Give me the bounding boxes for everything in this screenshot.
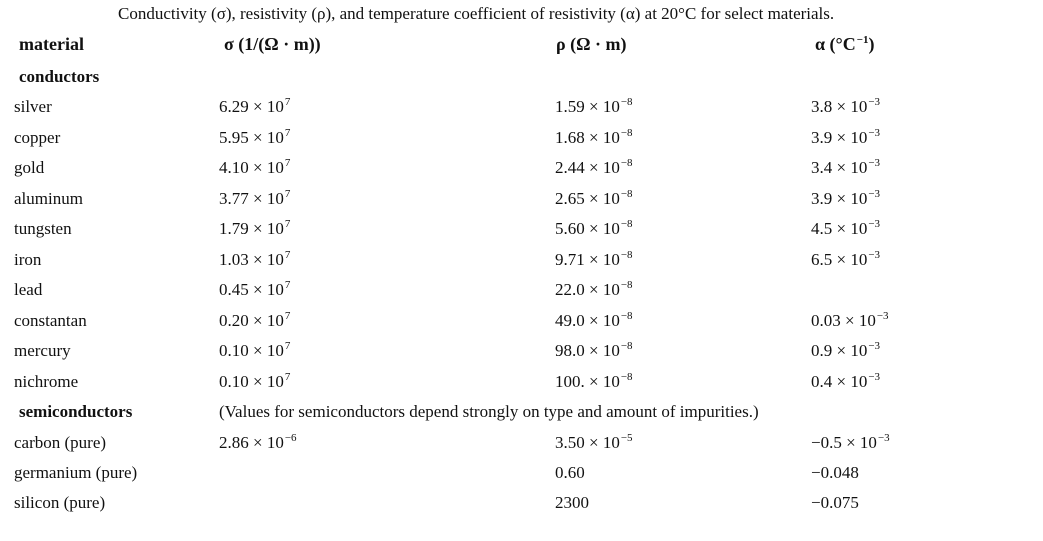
resistivity-cell-exponent: −8: [620, 157, 633, 169]
temperature-coefficient-cell-exponent: −3: [868, 340, 881, 352]
resistivity-cell-exponent: −8: [620, 218, 633, 230]
resistivity-cell-exponent: −8: [620, 126, 633, 139]
conductivity-cell: [219, 249, 290, 273]
section-row-semiconductors: [0, 401, 1043, 431]
material-name-cell: [14, 218, 72, 240]
resistivity-cell-exponent: −8: [620, 370, 633, 383]
temperature-coefficient-cell-exponent: −3: [876, 309, 889, 322]
temperature-coefficient-cell: [811, 432, 890, 456]
material-name-cell: [14, 157, 44, 179]
conductivity-cell-exponent: 7: [284, 279, 291, 291]
temperature-coefficient-cell-exponent: −3: [868, 370, 881, 383]
temperature-coefficient-cell-value: −0.075: [811, 493, 859, 512]
resistivity-cell-value: 3.50 × 10: [555, 433, 620, 452]
table-row: [0, 340, 1043, 370]
resistivity-cell-value: 0.60: [555, 463, 585, 482]
resistivity-cell: [555, 462, 585, 484]
resistivity-cell: [555, 432, 633, 456]
conductivity-cell: [219, 188, 290, 212]
temperature-coefficient-cell-exponent: −3: [868, 96, 881, 108]
temperature-coefficient-cell-exponent: −3: [868, 218, 881, 230]
header-alpha-close: ): [868, 34, 875, 54]
material-name-cell: [14, 127, 60, 149]
temperature-coefficient-cell: [811, 188, 880, 212]
resistivity-cell-exponent: −8: [620, 340, 633, 352]
conductivity-cell-value: 0.10 × 10: [219, 341, 284, 360]
material-name-cell-value: carbon (pure): [14, 433, 107, 452]
resistivity-cell-exponent: −8: [620, 309, 633, 322]
temperature-coefficient-cell-value: −0.048: [811, 463, 859, 482]
resistivity-cell-value: 9.71 × 10: [555, 249, 620, 269]
resistivity-cell-value: 49.0 × 10: [555, 310, 620, 330]
semiconductors-note: (Values for semiconductors depend strongly on type and amount of impurities.): [219, 402, 759, 421]
material-name-cell: [14, 492, 105, 514]
resistivity-cell-value: 2.44 × 10: [555, 158, 620, 177]
header-conductivity: σ (1/(Ω · m)): [224, 34, 321, 54]
table-caption: Conductivity (σ), resistivity (ρ), and temperature coefficient of resistivity (α) at 20°C for select materials.: [118, 4, 835, 23]
temperature-coefficient-cell-value: 3.9 × 10: [811, 188, 868, 208]
header-resistivity: ρ (Ω · m): [556, 34, 627, 54]
table-row: [0, 371, 1043, 401]
conductivity-cell-value: 1.03 × 10: [219, 249, 284, 269]
conductivity-cell-value: 2.86 × 10: [219, 433, 284, 452]
conductivity-cell-exponent: 7: [284, 126, 291, 139]
material-name-cell: [14, 432, 106, 454]
conductivity-cell-exponent: 7: [284, 248, 291, 261]
table-row: [0, 249, 1043, 279]
temperature-coefficient-cell-exponent: −3: [868, 248, 881, 261]
header-material: material: [19, 34, 84, 54]
material-name-cell: [14, 249, 41, 271]
resistivity-cell: [555, 249, 633, 273]
temperature-coefficient-cell-value: 4.5 × 10: [811, 219, 868, 238]
conductivity-cell-exponent: 7: [284, 370, 291, 383]
conductivity-cell-exponent: 7: [284, 218, 291, 230]
material-name-cell-value: lead: [14, 280, 43, 299]
temperature-coefficient-cell: [811, 127, 880, 151]
conductivity-cell-exponent: −6: [284, 432, 297, 444]
resistivity-cell-value: 1.59 × 10: [555, 97, 620, 116]
temperature-coefficient-cell: [811, 462, 859, 484]
resistivity-cell: [555, 279, 633, 303]
temperature-coefficient-cell-exponent: −3: [868, 126, 881, 139]
material-name-cell-value: nichrome: [14, 371, 79, 391]
temperature-coefficient-cell-exponent: −3: [868, 157, 881, 169]
resistivity-cell: [555, 96, 633, 120]
temperature-coefficient-cell: [811, 96, 880, 120]
table-row: [0, 188, 1043, 218]
temperature-coefficient-cell: [811, 492, 859, 514]
resistivity-cell-value: 2300: [555, 493, 589, 512]
header-alpha-exponent: −1: [856, 34, 869, 46]
header-temperature-coefficient: [815, 34, 875, 55]
material-name-cell-value: constantan: [14, 310, 87, 330]
resistivity-cell: [555, 218, 633, 242]
material-name-cell-value: aluminum: [14, 188, 83, 208]
conductivity-cell-value: 0.20 × 10: [219, 310, 284, 330]
resistivity-cell: [555, 127, 633, 151]
table-row: [0, 96, 1043, 126]
conductivity-cell: [219, 432, 297, 456]
resistivity-cell: [555, 371, 633, 395]
conductivity-cell-exponent: 7: [284, 96, 291, 108]
conductivity-cell-value: 0.10 × 10: [219, 371, 284, 391]
conductivity-cell: [219, 310, 290, 334]
resistivity-cell: [555, 340, 633, 364]
temperature-coefficient-cell-value: 3.9 × 10: [811, 127, 868, 147]
conductivity-cell: [219, 340, 290, 364]
temperature-coefficient-cell-value: 3.4 × 10: [811, 158, 868, 177]
resistivity-cell-exponent: −5: [620, 432, 633, 444]
table-row: [0, 127, 1043, 157]
conductivity-cell-exponent: 7: [284, 309, 291, 322]
conductivity-cell-exponent: 7: [284, 187, 291, 200]
table-row: [0, 462, 1043, 492]
material-name-cell-value: germanium (pure): [14, 463, 138, 482]
resistivity-cell-value: 1.68 × 10: [555, 127, 620, 147]
resistivity-cell-exponent: −8: [620, 248, 633, 261]
table-row: [0, 279, 1043, 309]
conductivity-cell: [219, 157, 290, 181]
temperature-coefficient-cell-value: 0.4 × 10: [811, 371, 868, 391]
table-row: [0, 218, 1043, 248]
material-name-cell: [14, 96, 52, 118]
resistivity-cell: [555, 492, 589, 514]
conductivity-cell-value: 1.79 × 10: [219, 219, 284, 238]
material-name-cell-value: iron: [14, 249, 42, 269]
conductivity-cell-exponent: 7: [284, 157, 291, 169]
temperature-coefficient-cell-value: −0.5 × 10: [811, 433, 877, 452]
material-name-cell-value: mercury: [14, 341, 71, 360]
table-row: [0, 432, 1043, 462]
temperature-coefficient-cell-value: 6.5 × 10: [811, 249, 868, 269]
material-name-cell-value: silver: [14, 97, 52, 116]
conductivity-cell-value: 3.77 × 10: [219, 188, 284, 208]
material-name-cell-value: tungsten: [14, 219, 72, 238]
conductivity-cell: [219, 279, 290, 303]
resistivity-cell-value: 98.0 × 10: [555, 341, 620, 360]
section-label-semiconductors: semiconductors: [19, 402, 133, 421]
conductivity-cell: [219, 218, 290, 242]
material-name-cell-value: silicon (pure): [14, 493, 106, 512]
conductivity-cell: [219, 127, 290, 151]
material-name-cell: [14, 310, 87, 332]
temperature-coefficient-cell: [811, 157, 880, 181]
conductivity-cell-exponent: 7: [284, 340, 291, 352]
material-name-cell: [14, 340, 71, 362]
resistivity-cell-exponent: −8: [620, 279, 633, 291]
material-name-cell: [14, 371, 78, 393]
resistivity-cell-value: 5.60 × 10: [555, 219, 620, 238]
temperature-coefficient-cell: [811, 371, 880, 395]
temperature-coefficient-cell-exponent: −3: [877, 432, 890, 444]
resistivity-cell-value: 100. × 10: [555, 371, 620, 391]
resistivity-cell-value: 22.0 × 10: [555, 280, 620, 299]
conductivity-cell-value: 4.10 × 10: [219, 158, 284, 177]
resistivity-cell-value: 2.65 × 10: [555, 188, 620, 208]
conductivity-cell: [219, 96, 290, 120]
resistivity-cell: [555, 157, 633, 181]
resistivity-cell: [555, 188, 633, 212]
conductivity-cell-value: 6.29 × 10: [219, 97, 284, 116]
table-row: [0, 157, 1043, 187]
header-alpha-base: α (°C: [815, 34, 856, 54]
table-row: [0, 492, 1043, 522]
material-name-cell-value: copper: [14, 127, 61, 147]
table-row: [0, 310, 1043, 340]
section-row-conductors: [0, 66, 1043, 96]
temperature-coefficient-cell-value: 3.8 × 10: [811, 97, 868, 116]
conductivity-cell-value: 5.95 × 10: [219, 127, 284, 147]
resistivity-cell-exponent: −8: [620, 187, 633, 200]
temperature-coefficient-cell-value: 0.9 × 10: [811, 341, 868, 360]
temperature-coefficient-cell: [811, 310, 889, 334]
material-name-cell: [14, 279, 42, 301]
temperature-coefficient-cell: [811, 249, 880, 273]
temperature-coefficient-cell-exponent: −3: [868, 187, 881, 200]
temperature-coefficient-cell: [811, 340, 880, 364]
resistivity-cell: [555, 310, 633, 334]
section-label-conductors: conductors: [19, 67, 100, 86]
conductivity-cell: [219, 371, 290, 395]
conductivity-cell-value: 0.45 × 10: [219, 280, 284, 299]
temperature-coefficient-cell-value: 0.03 × 10: [811, 310, 876, 330]
material-name-cell: [14, 188, 83, 210]
material-name-cell: [14, 462, 137, 484]
resistivity-cell-exponent: −8: [620, 96, 633, 108]
material-name-cell-value: gold: [14, 158, 45, 177]
temperature-coefficient-cell: [811, 218, 880, 242]
